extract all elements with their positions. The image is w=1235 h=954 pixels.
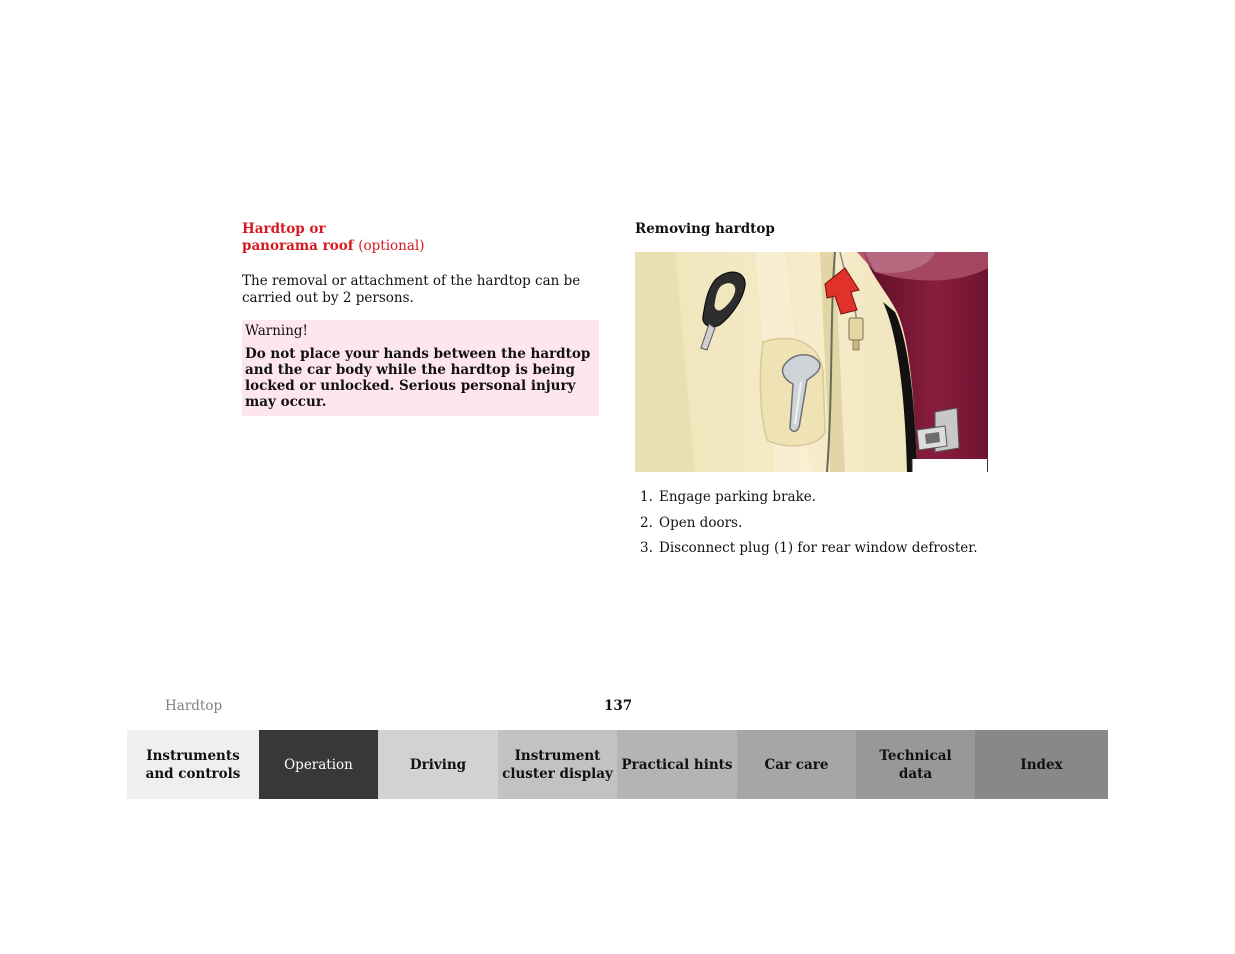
step-number: 3. [640,540,653,556]
tab-label-line1: Instruments [146,747,240,764]
tab-car-care[interactable] [737,730,856,799]
warning-box [242,320,599,416]
warning-text: Do not place your hands between the hardtop and the car body while the hardtop is being locked or unlocked. Serious personal injury may occur. [245,346,591,410]
section-title-main: panorama roof [242,238,354,254]
left-column [242,221,599,416]
hardtop-latch-illustration [635,252,988,472]
step-text: Open doors. [659,514,743,531]
footer-section-label: Hardtop [165,698,223,714]
tab-label-line1: Practical hints [621,756,733,773]
tab-label-line1: Driving [409,756,467,773]
tab-driving[interactable] [378,730,498,799]
tab-label-line1: Index [1020,756,1063,773]
step-number: 2. [640,514,653,531]
page-number: 137 [604,698,633,714]
tab-operation[interactable] [259,730,378,799]
section-title-line1: Hardtop or [242,221,326,237]
tab-label-line2: data [898,765,933,782]
tab-label-line2: cluster display [502,765,613,782]
step-number: 1. [640,489,653,505]
tab-label-line1: Technical [879,747,952,764]
list-item [640,515,978,541]
step-text: Engage parking brake. [659,489,817,505]
list-item [640,540,978,566]
tab-label-line1: Instrument [514,747,601,764]
steps-list [640,489,978,566]
warning-title: Warning! [245,323,308,339]
tab-practical-hints[interactable] [617,730,737,799]
tab-label-line1: Car care [764,756,829,773]
list-item [640,489,978,515]
tab-instrument-cluster-display[interactable] [498,730,617,799]
tab-instruments-and-controls[interactable] [127,730,259,799]
intro-paragraph: The removal or attachment of the hardtop can be carried out by 2 persons. [242,273,581,306]
tab-label-line2: and controls [145,765,241,782]
section-title-optional: (optional) [358,238,425,254]
right-column [635,221,995,238]
section-title-line2 [242,238,599,255]
step-text: Disconnect plug (1) for rear window defroster. [659,540,978,556]
removing-hardtop-title: Removing hardtop [635,221,775,237]
chapter-nav [127,730,1108,799]
section-title [242,221,599,255]
tab-label-line1: Operation [284,756,353,773]
tab-technical-data[interactable] [856,730,975,799]
tab-index[interactable] [975,730,1108,799]
defroster-plug [849,318,863,340]
